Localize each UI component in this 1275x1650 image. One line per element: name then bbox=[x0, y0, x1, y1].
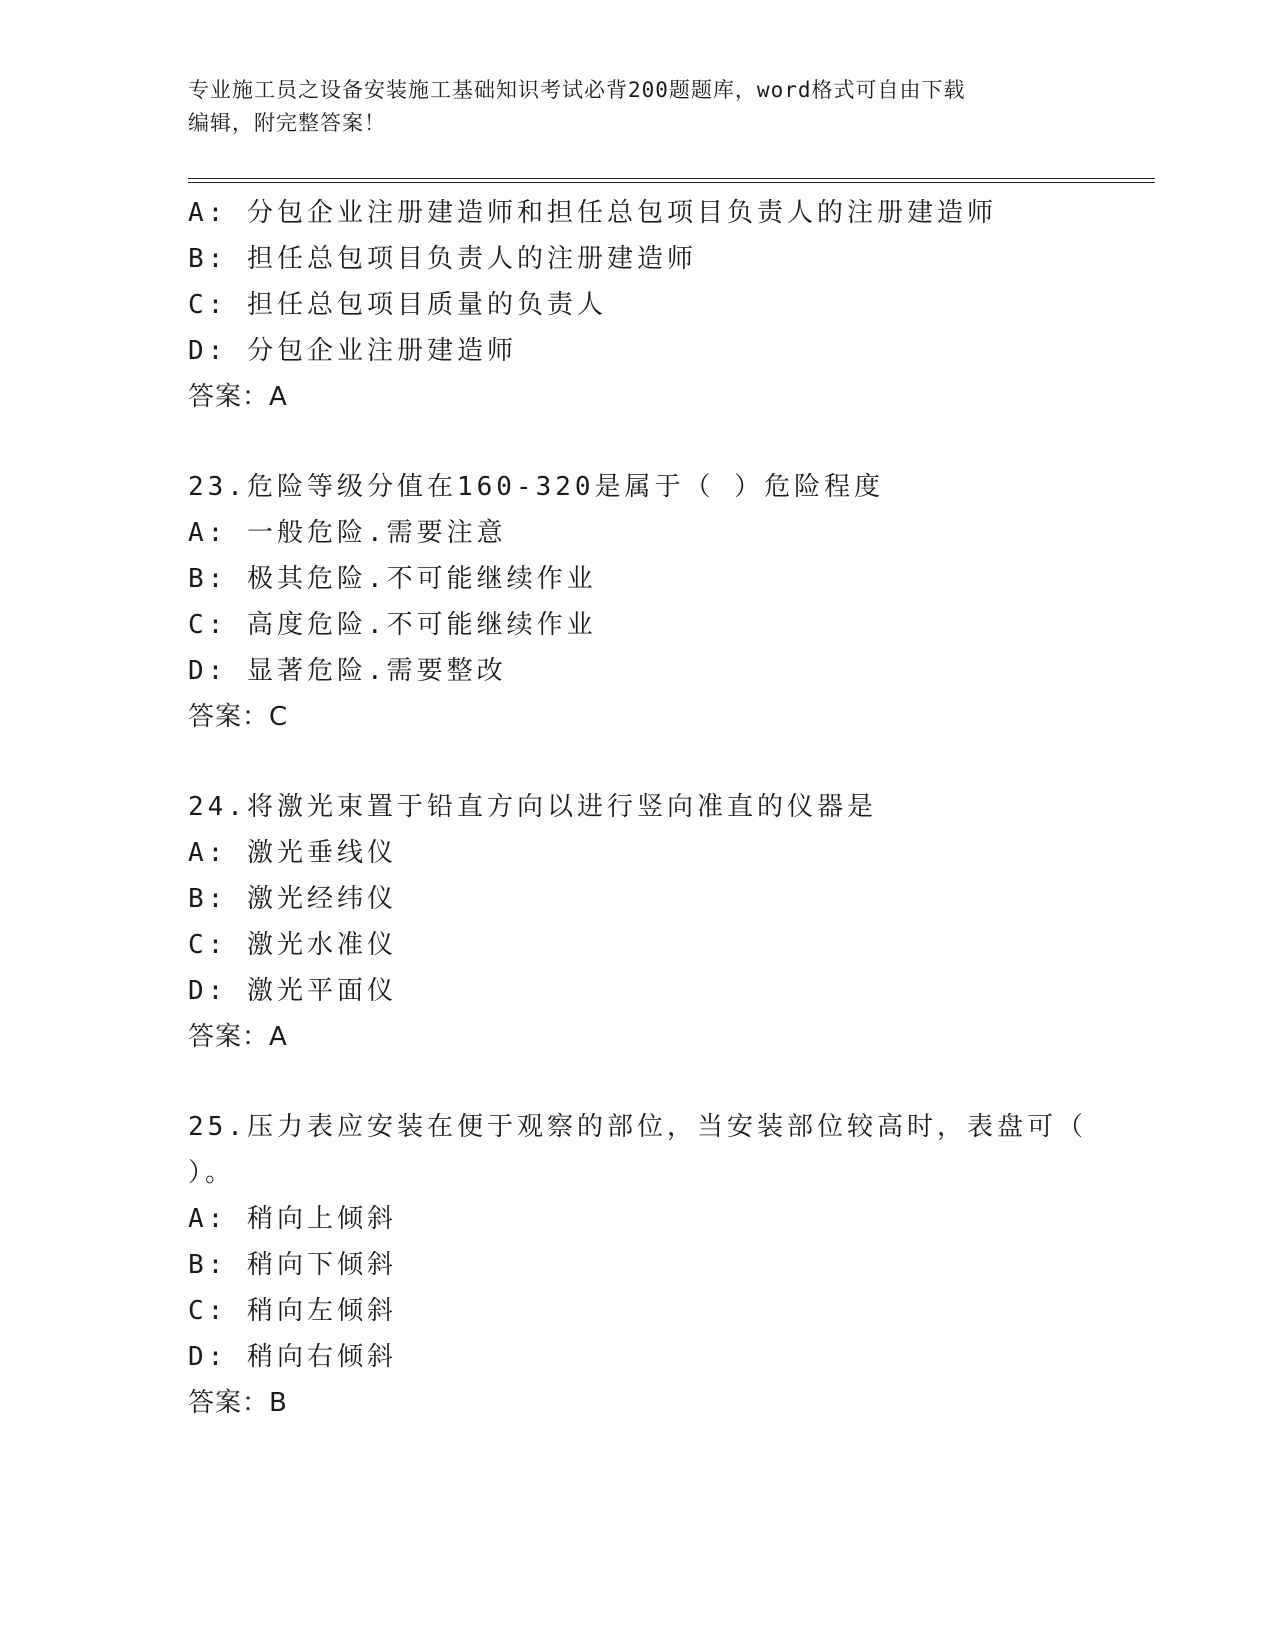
option-c: C: 担任总包项目质量的负责人 bbox=[188, 290, 607, 320]
option-d: D: 分包企业注册建造师 bbox=[188, 336, 517, 366]
question-text-line-2: ）。 bbox=[188, 1158, 236, 1188]
option-b: B: 担任总包项目负责人的注册建造师 bbox=[188, 244, 697, 274]
option-a: A: 分包企业注册建造师和担任总包项目负责人的注册建造师 bbox=[188, 198, 997, 228]
option-a: A: 一般危险.需要注意 bbox=[188, 518, 507, 548]
question-22-continued bbox=[188, 190, 1155, 420]
question-24 bbox=[188, 784, 1155, 1060]
answer: 答案：A bbox=[188, 1022, 288, 1052]
option-b: B: 稍向下倾斜 bbox=[188, 1250, 397, 1280]
document-header bbox=[188, 74, 1068, 140]
question-25 bbox=[188, 1104, 1155, 1426]
header-line-1: 专业施工员之设备安装施工基础知识考试必背200题题库，word格式可自由下载 bbox=[188, 78, 966, 102]
option-d: D: 稍向右倾斜 bbox=[188, 1342, 397, 1372]
answer: 答案：A bbox=[188, 382, 288, 412]
answer: 答案：B bbox=[188, 1388, 288, 1418]
option-a: A: 激光垂线仪 bbox=[188, 838, 397, 868]
option-b: B: 激光经纬仪 bbox=[188, 884, 397, 914]
option-c: C: 高度危险.不可能继续作业 bbox=[188, 610, 597, 640]
question-text-line-1: 25.压力表应安装在便于观察的部位，当安装部位较高时，表盘可（ bbox=[188, 1112, 1087, 1142]
option-b: B: 极其危险.不可能继续作业 bbox=[188, 564, 597, 594]
option-c: C: 激光水准仪 bbox=[188, 930, 397, 960]
header-line-2: 编辑，附完整答案！ bbox=[188, 111, 386, 135]
header-double-rule bbox=[188, 178, 1155, 183]
answer: 答案：C bbox=[188, 702, 289, 732]
question-text: 24.将激光束置于铅直方向以进行竖向准直的仪器是 bbox=[188, 792, 877, 822]
question-23 bbox=[188, 464, 1155, 740]
option-d: D: 激光平面仪 bbox=[188, 976, 397, 1006]
option-c: C: 稍向左倾斜 bbox=[188, 1296, 397, 1326]
option-a: A: 稍向上倾斜 bbox=[188, 1204, 397, 1234]
question-text: 23.危险等级分值在160-320是属于（ ）危险程度 bbox=[188, 472, 885, 502]
question-list bbox=[188, 190, 1155, 1426]
option-d: D: 显著危险.需要整改 bbox=[188, 656, 507, 686]
